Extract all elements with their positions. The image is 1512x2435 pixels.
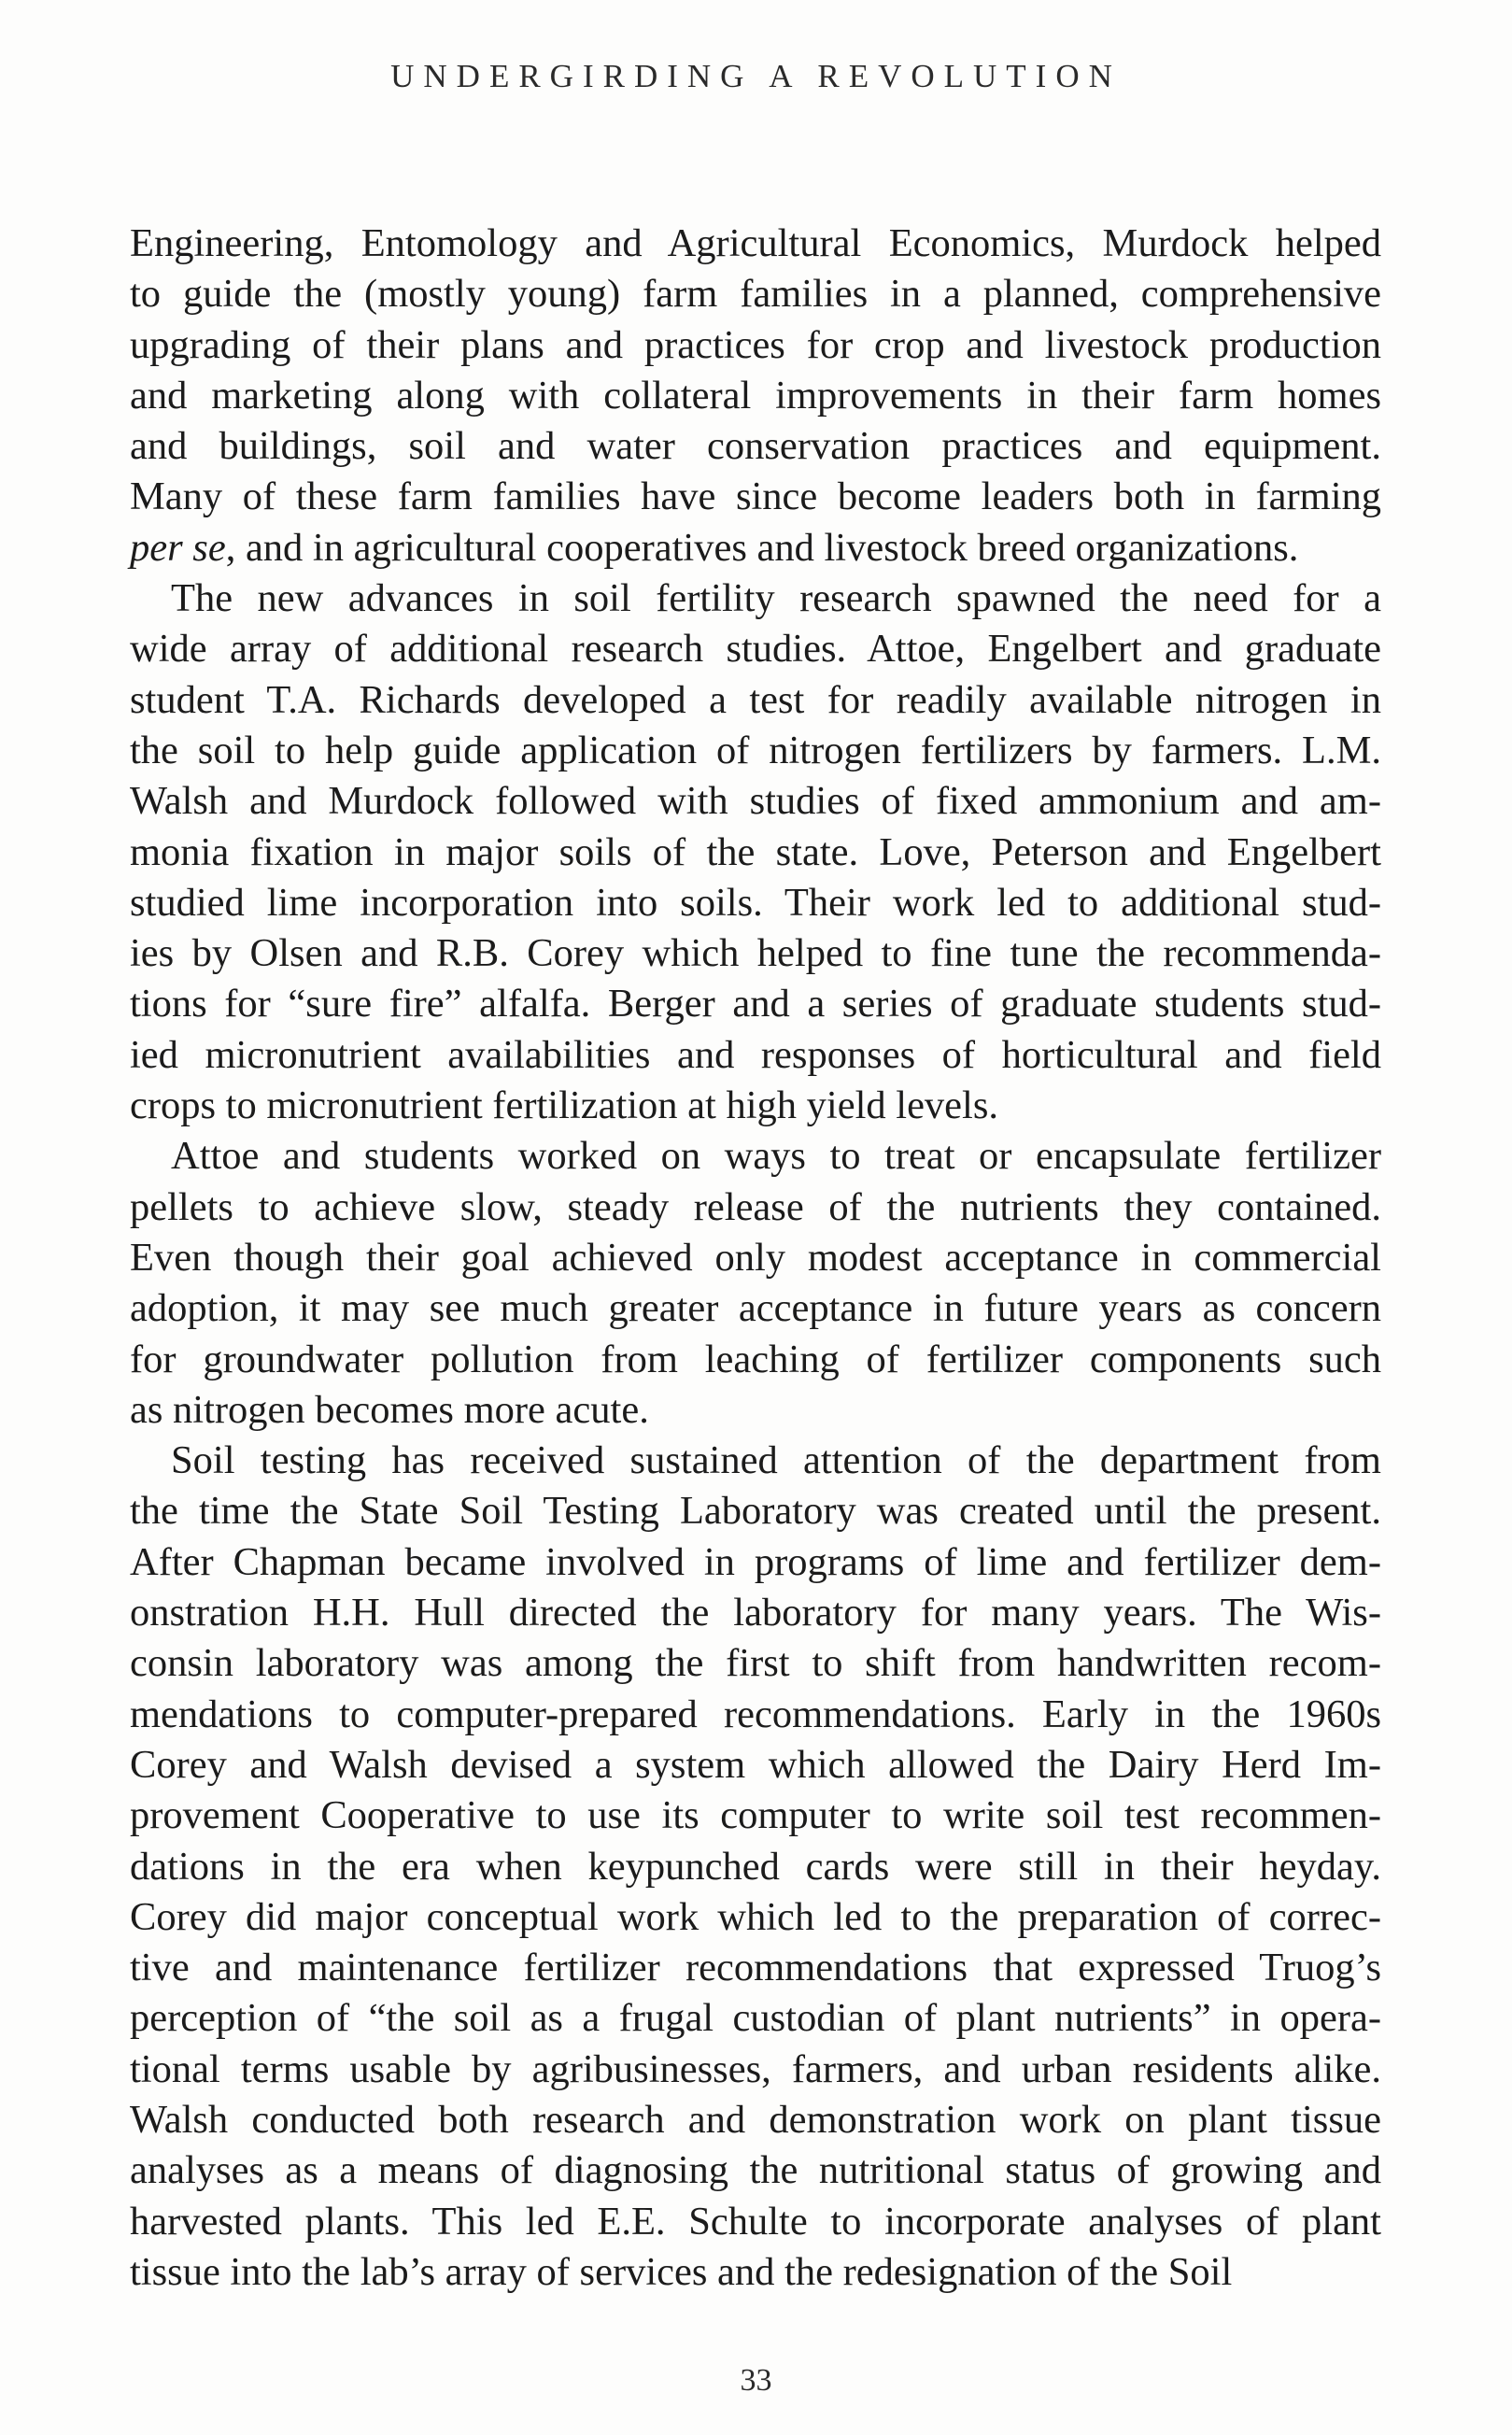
text-line: monia fixation in major soils of the state. Love, Peterson and Engelbert (130, 829, 1381, 874)
body-text (130, 219, 1381, 2298)
text-line: Even though their goal achieved only modest acceptance in commercial (130, 1235, 1381, 1280)
text-line: Walsh and Murdock followed with studies of fixed ammonium and am- (130, 779, 1381, 824)
text-line: upgrading of their plans and practices for crop and livestock production (130, 322, 1381, 367)
text-line: Engineering, Entomology and Agricultural Economics, Murdock helped (130, 221, 1381, 265)
paragraph (130, 573, 1381, 1131)
paragraph (130, 219, 1381, 573)
text-line: tions for “sure fire” alfalfa. Berger and a series of graduate students stud- (130, 982, 1381, 1026)
text-line: the time the State Soil Testing Laboratory was created until the present. (130, 1489, 1381, 1534)
text-line: provement Cooperative to use its computer to write soil test recommen- (130, 1793, 1381, 1838)
text-line: tional terms usable by agribusinesses, farmers, and urban residents alike. (130, 2046, 1381, 2091)
text-line: for groundwater pollution from leaching of fertilizer components such (130, 1337, 1381, 1381)
text-line: Many of these farm families have since become leaders both in farming (130, 474, 1381, 519)
paragraph (130, 1131, 1381, 1436)
text-line: ies by Olsen and R.B. Corey which helped to fine tune the recommenda- (130, 931, 1381, 976)
text-line: to guide the (mostly young) farm families in a planned, comprehensive (130, 272, 1381, 317)
text-line: studied lime incorporation into soils. Their work led to additional stud- (130, 880, 1381, 925)
text-line: ied micronutrient availabilities and responses of horticultural and field (130, 1032, 1381, 1077)
running-head: UNDERGIRDING A REVOLUTION (390, 58, 1122, 94)
text-line: student T.A. Richards developed a test for readily available nitrogen in (130, 677, 1381, 722)
text-line: dations in the era when keypunched cards were still in their heyday. (130, 1844, 1381, 1889)
text-line: per se, and in agricultural cooperatives and livestock breed organizations. (130, 525, 1299, 570)
text-line: After Chapman became involved in programs of lime and fertilizer dem- (130, 1539, 1381, 1584)
text-line: and marketing along with collateral improvements in their farm homes (130, 373, 1381, 418)
text-line: pellets to achieve slow, steady release of the nutrients they contained. (130, 1184, 1381, 1229)
paragraph (130, 1436, 1381, 2298)
text-line: as nitrogen becomes more acute. (130, 1387, 649, 1432)
text-line: mendations to computer-prepared recommendations. Early in the 1960s (130, 1692, 1381, 1736)
text-line: the soil to help guide application of nitrogen fertilizers by farmers. L.M. (130, 728, 1381, 772)
text-line: Attoe and students worked on ways to treat or encapsulate fertilizer (171, 1134, 1381, 1179)
text-line: tive and maintenance fertilizer recommendations that expressed Truog’s (130, 1946, 1381, 1990)
text-line: and buildings, soil and water conservation practices and equipment. (130, 424, 1381, 469)
text-line: The new advances in soil fertility research spawned the need for a (171, 576, 1381, 621)
text-line: Corey did major conceptual work which led to the preparation of correc- (130, 1894, 1381, 1939)
text-line: onstration H.H. Hull directed the laboratory for many years. The Wis- (130, 1591, 1381, 1635)
text-line: adoption, it may see much greater acceptance in future years as concern (130, 1286, 1381, 1331)
text-line: Corey and Walsh devised a system which allowed the Dairy Herd Im- (130, 1742, 1381, 1787)
text-line: tissue into the lab’s array of services and the redesignation of the Soil (130, 2249, 1233, 2294)
page-number: 33 (740, 2363, 772, 2398)
text-line: Soil testing has received sustained attention of the department from (171, 1438, 1381, 1483)
text-line: consin laboratory was among the first to shift from handwritten recom- (130, 1641, 1381, 1686)
text-line: perception of “the soil as a frugal custodian of plant nutrients” in opera- (130, 1996, 1381, 2041)
text-line: wide array of additional research studies. Attoe, Engelbert and graduate (130, 627, 1381, 672)
text-line: analyses as a means of diagnosing the nutritional status of growing and (130, 2148, 1381, 2193)
text-line: harvested plants. This led E.E. Schulte to incorporate analyses of plant (130, 2199, 1381, 2244)
text-line: crops to micronutrient fertilization at high yield levels. (130, 1083, 999, 1128)
text-line: Walsh conducted both research and demonstration work on plant tissue (130, 2097, 1381, 2142)
